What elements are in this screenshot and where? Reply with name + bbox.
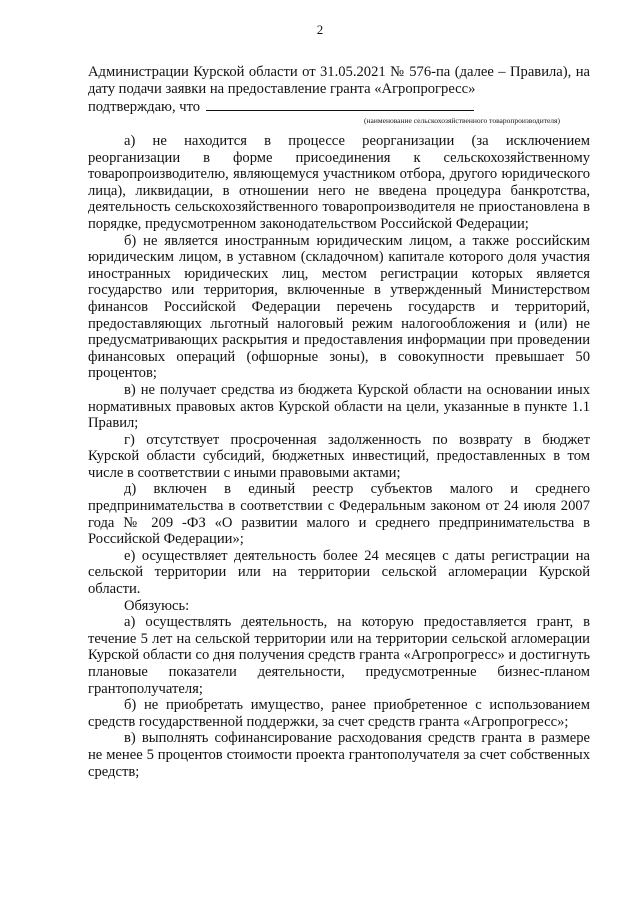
obligation-b: б) не приобретать имущество, ранее приобретенное с использованием средств государственной поддержки, за счет средств гранта «Агропрогресс»; [88, 697, 590, 730]
document-body [88, 133, 590, 780]
paragraph-d: д) включен в единый реестр субъектов малого и среднего предпринимательства в соответствии с Федеральным законом от 24 июля 2007 года № 209 -ФЗ «О развитии малого и среднего предпринимательства в Российской Федерации»; [88, 481, 590, 548]
paragraph-g: г) отсутствует просроченная задолженность по возврату в бюджет Курской области субсидий, бюджетных инвестиций, предоставленных в том числе в соответствии с иными правовыми актами; [88, 431, 590, 481]
intro-confirm-line [88, 98, 590, 116]
obligations-heading: Обязуюсь: [124, 597, 190, 614]
paragraph-e: е) осуществляет деятельность более 24 месяцев с даты регистрации на сельской территории или на территории сельской агломерации Курской области. [88, 547, 590, 598]
obligation-a: а) осуществлять деятельность, на которую предоставляется грант, в течение 5 лет на сельской территории или на территории сельской агломерации Курской области со дня получения средств гранта «Агропрогресс» и достигнуть плановые показатели деятельности, предусмотренные бизнес-планом грантополучателя; [88, 614, 590, 697]
paragraph-v: в) не получает средства из бюджета Курской области на основании иных нормативных правовых актов Курской области на цели, указанные в пункте 1.1 Правил; [88, 381, 590, 432]
intro-confirm-text: подтверждаю, что [88, 99, 201, 115]
intro-text: Администрации Курской области от 31.05.2021 № 576-па (далее – Правила), на дату подачи заявки на предоставление гранта «Агропрогресс» [88, 64, 590, 97]
page-number: 2 [316, 22, 324, 37]
producer-name-blank [206, 98, 474, 111]
paragraph-a: а) не находится в процессе реорганизации (за исключением реорганизации в форме присоединения к сельскохозяйственному товаропроизводителю, являющемуся участником отбора, другого юридического лица), ликвидации, в отношении него не введена процедура банкротства, деятельность сельскохозяйственного товаропроизводителя не приостановлена в порядке, предусмотренном законодательством Российской Федерации; [88, 133, 590, 232]
producer-name-caption: (наименование сельскохозяйственного товаропроизводителя) [364, 116, 560, 125]
intro-block [88, 64, 590, 125]
paragraph-b: б) не является иностранным юридическим лицом, а также российским юридическим лицом, в уставном (складочном) капитале которого доля участия иностранных юридических лиц, местом регистрации которых является государство или территория, включенные в утвержденный Министерством финансов Российской Федерации перечень государств и территорий, предоставляющих льготный налоговый режим налогообложения и (или) не предусматривающих раскрытия и предоставления информации при проведении финансовых операций (офшорные зоны), в совокупности превышает 50 процентов; [88, 232, 590, 382]
obligation-v: в) выполнять софинансирование расходования средств гранта в размере не менее 5 процентов стоимости проекта грантополучателя за счет собственных средств; [88, 730, 590, 780]
